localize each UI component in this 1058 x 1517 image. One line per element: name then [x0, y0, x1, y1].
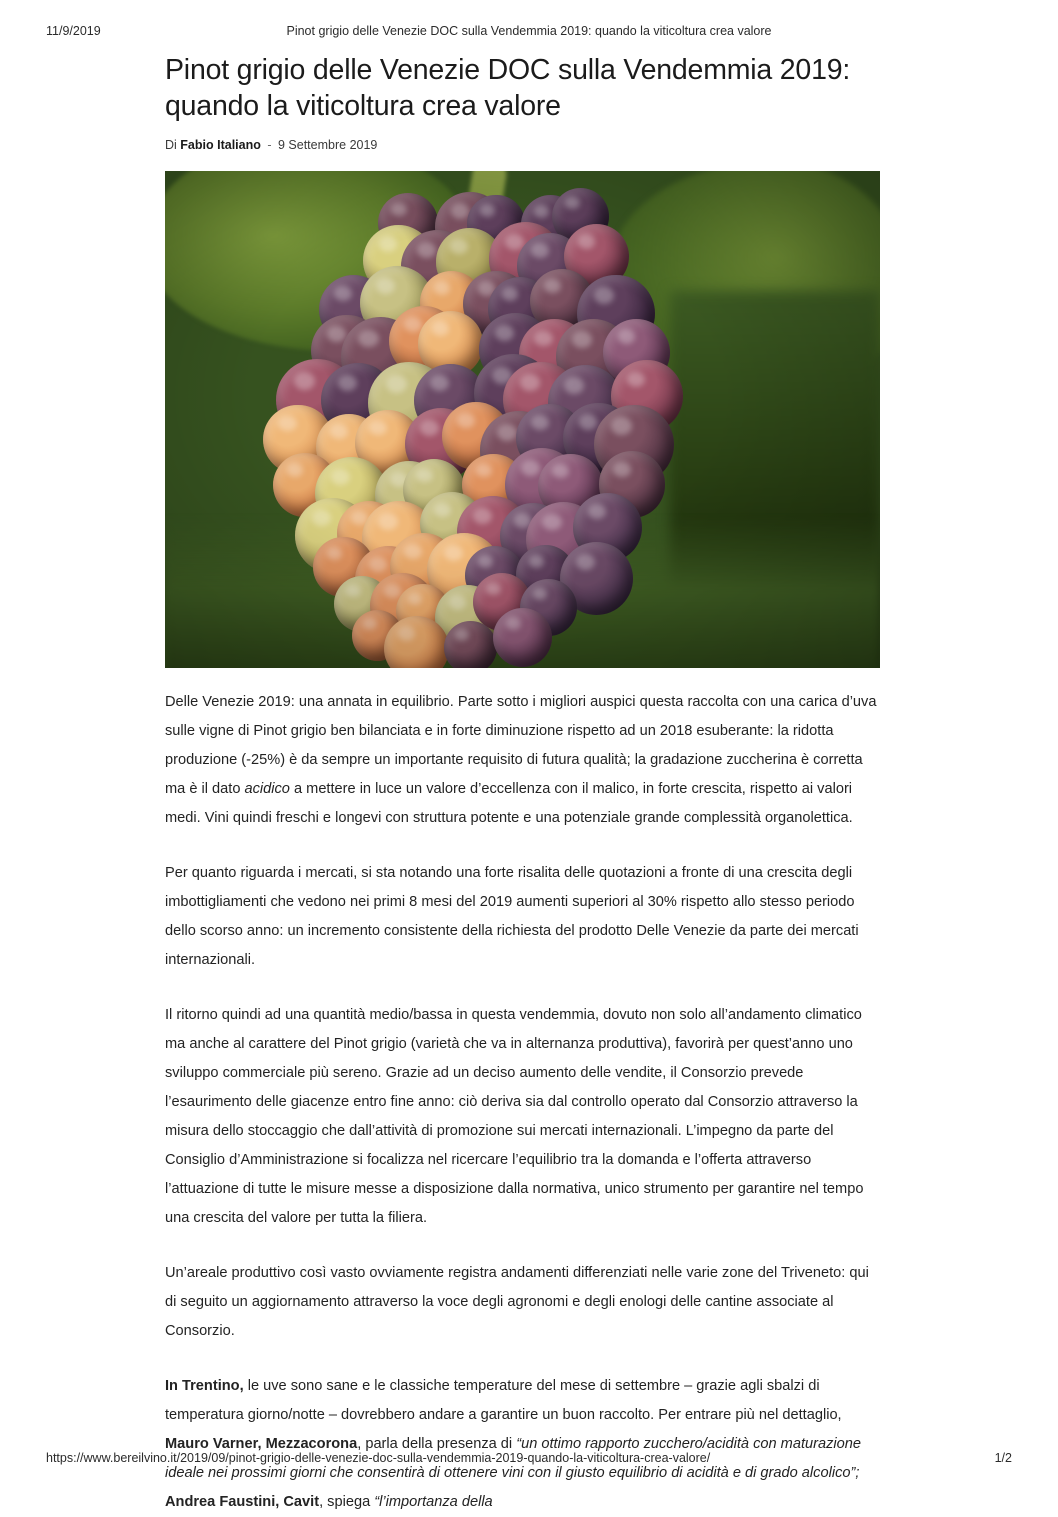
paragraph-5	[165, 1372, 880, 1517]
paragraph-5-bold-1: In Trentino,	[165, 1378, 244, 1394]
paragraph-3: Il ritorno quindi ad una quantità medio/bassa in questa vendemmia, dovuto non solo all’andamento climatico ma anche al carattere del Pinot grigio (varietà che va in alternanza produttiva), favorirà per quest’anno uno sviluppo commerciale più sereno. Grazie ad un deciso aumento delle vendite, il Consorzio prevede l’esaurimento delle giacenze entro fine anno: ciò deriva sia dal controllo operato dal Consorzio attraverso la misura dello stoccaggio che dall’attività di promozione sui mercati internazionali. L’impegno da parte del Consiglio d’Amministrazione si focalizza nel ricercare l’equilibrio tra la domanda e l’offerta attraverso l’attuazione di tutte le misure messe a disposizione dalla normativa, unico strumento per garantire nel tempo una crescita del valore per tutta la filiera.	[165, 1007, 864, 1226]
paragraph-1-part1: Delle Venezie 2019: una annata in equilibrio. Parte sotto i migliori auspici questa raccolta con una carica d’uva sulle vigne di Pinot grigio ben bilanciata e in forte diminuzione rispetto ad un 2018 esuberante: la ridotta produzione (-25%) è da sempre un importante requisito di futura qualità; la gradazione zuccherina è corretta ma è il dato	[165, 694, 877, 797]
print-header-title: Pinot grigio delle Venezie DOC sulla Vendemmia 2019: quando la viticoltura crea valore	[286, 24, 772, 38]
paragraph-5-bold-3: Andrea Faustini, Cavit	[165, 1494, 320, 1510]
paragraph-2: Per quanto riguarda i mercati, si sta notando una forte risalita delle quotazioni a fronte di una crescita degli imbottigliamenti che vedono nei primi 8 mesi del 2019 aumenti superiori al 30% rispetto allo stesso periodo dello scorso anno: un incremento consistente della richiesta del prodotto Delle Venezie da parte dei mercati internazionali.	[165, 865, 859, 968]
hero-image	[165, 171, 880, 668]
paragraph-1	[165, 688, 880, 833]
byline-label: Di	[165, 138, 177, 152]
print-footer-url: https://www.bereilvino.it/2019/09/pinot-grigio-delle-venezie-doc-sulla-vendemmia-2019-quando-la-viticoltura-crea-valore/	[46, 1451, 711, 1465]
paragraph-5-quote-1: “un ottimo rapporto zucchero/acidità con maturazione ideale nei prossimi giorni che consentirà di ottenere vini con il giusto equilibrio di acidità e di grado alcolico”;	[165, 1436, 861, 1481]
grape-berry	[493, 608, 553, 668]
byline	[165, 137, 880, 153]
print-header	[0, 24, 1058, 42]
paragraph-5-quote-2: “l’importanza della	[374, 1494, 493, 1510]
paragraph-4: Un’areale produttivo così vasto ovviamente registra andamenti differenziati nelle varie zone del Triveneto: qui di seguito un aggiornamento attraverso la voce degli agronomi e degli enologi delle cantine associate al Consorzio.	[165, 1265, 869, 1339]
paragraph-1-part2: a mettere in luce un valore d’eccellenza con il malico, in forte crescita, rispetto ai valori medi. Vini quindi freschi e longevi con struttura potente e una potenziale grande complessità organolettica.	[165, 781, 853, 826]
paragraph-1-emphasis: acidico	[244, 781, 290, 797]
print-header-date: 11/9/2019	[46, 24, 101, 38]
paragraph-5-bold-2: Mauro Varner, Mezzacorona	[165, 1436, 358, 1452]
paragraph-5-text-2: , parla della presenza di	[357, 1436, 517, 1452]
byline-date: 9 Settembre 2019	[278, 138, 378, 152]
page-title: Pinot grigio delle Venezie DOC sulla Vendemmia 2019: quando la viticoltura crea valore	[165, 54, 851, 122]
grape-berry	[444, 621, 497, 668]
print-footer-page-number: 1/2	[994, 1451, 1012, 1465]
byline-author[interactable]: Fabio Italiano	[180, 138, 261, 152]
grape-cluster	[203, 181, 723, 661]
article	[165, 52, 880, 1517]
paragraph-5-text-4: , spiega	[319, 1494, 375, 1510]
byline-separator: -	[267, 138, 272, 152]
print-footer	[0, 1451, 1058, 1469]
article-body	[165, 688, 880, 1517]
paragraph-5-text-1: le uve sono sane e le classiche temperature del mese di settembre – grazie agli sbalzi di temperatura giorno/notte – dovrebbero andare a garantire un buon raccolto. Per entrare più nel dettaglio,	[165, 1378, 842, 1423]
